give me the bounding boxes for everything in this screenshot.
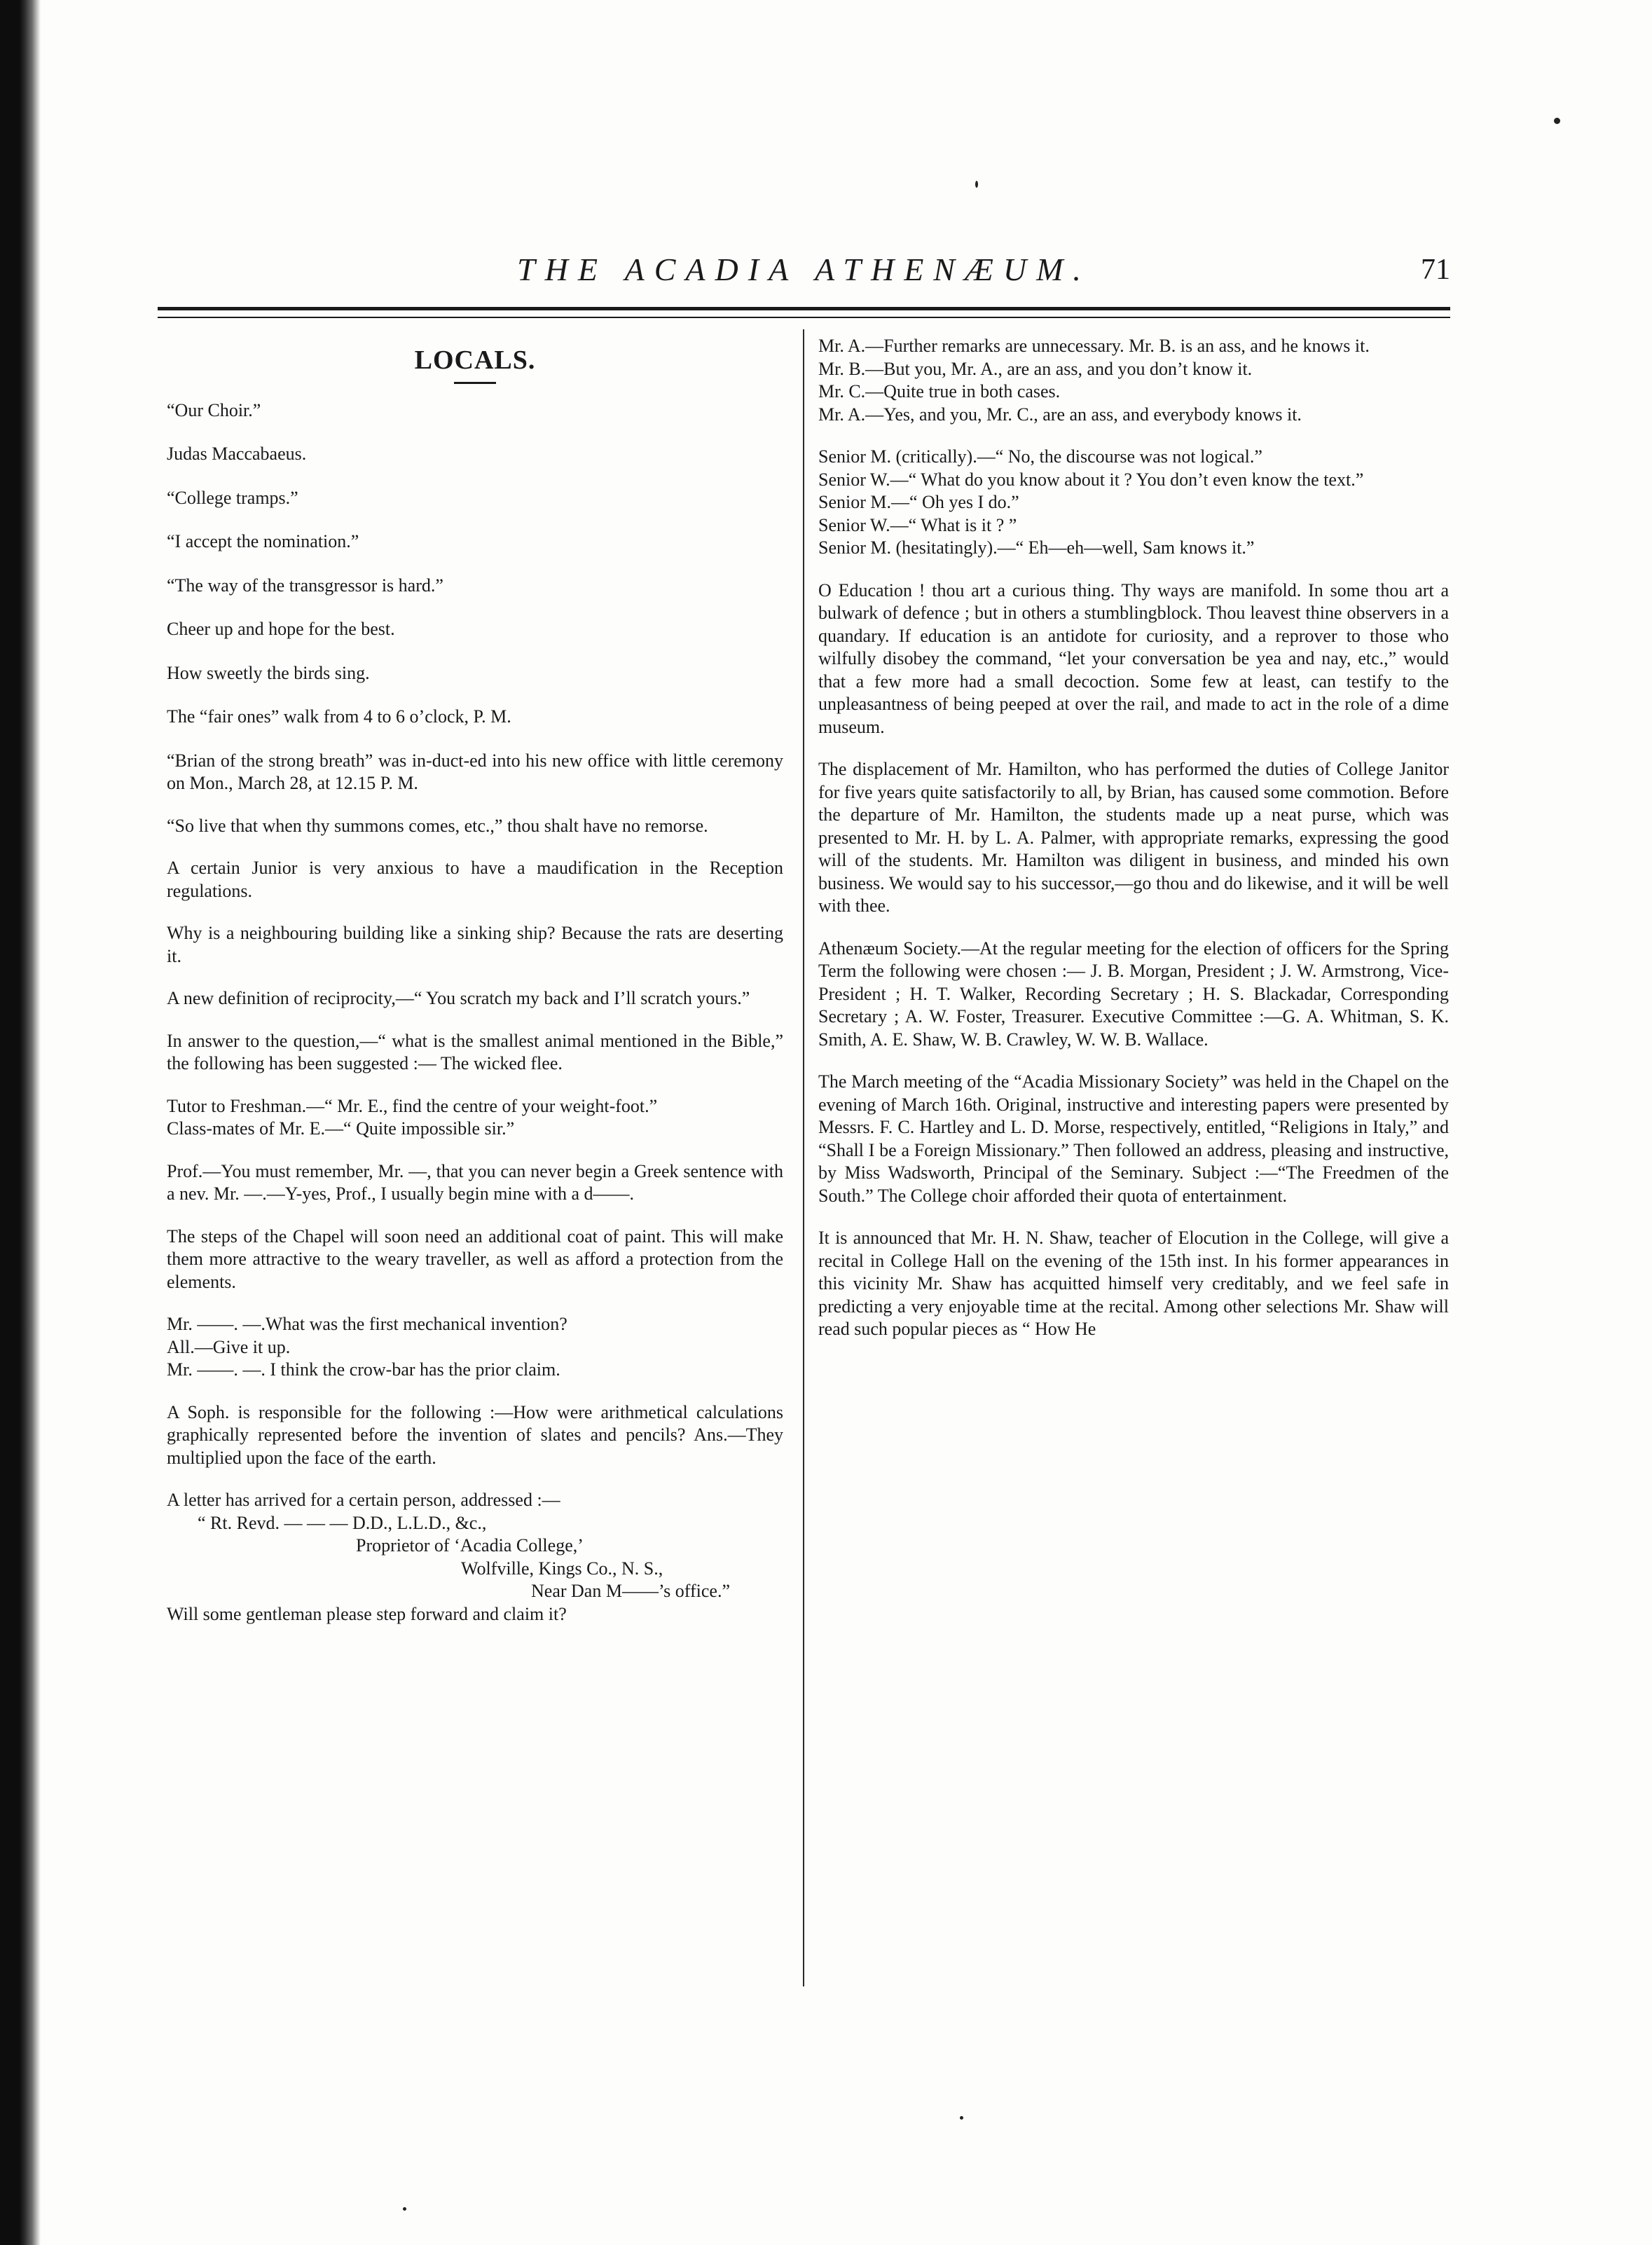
local-item: The “fair ones” walk from 4 to 6 o’clock, P. M. <box>167 706 511 727</box>
local-item: Cheer up and hope for the best. <box>167 619 395 639</box>
paragraph-athenaeum-society: Athenæum Society.—At the regular meeting for the election of officers for the Spring Term the following were chosen :— J. B. Morgan, President ; J. W. Armstrong, Vice-President ; H. T. Walker, Recording Secretary ; H. S. Blackadar, Corresponding Secretary ; A. W. Foster, Treasurer. Executive Committee :—G. A. Whitman, S. K. Smith, A. E. Shaw, W. B. Crawley, W. W. B. Wallace. <box>818 938 1449 1050</box>
paragraph-junior: A certain Junior is very anxious to have a maudification in the Reception regulations. <box>167 858 783 901</box>
paragraph-ass-a: Mr. A.—Further remarks are unnecessary. Mr. B. is an ass, and he knows it. <box>818 336 1370 356</box>
letter-address-line: Proprietor of ‘Acadia College,’ <box>356 1535 584 1556</box>
paragraph-missionary-society: The March meeting of the “Acadia Missionary Society” was held in the Chapel on the evening of March 16th. Original, instructive and interesting papers were presented by Messrs. F. C. Hartley and L. D. Morse, respectively, entitled, “Religions in Italy,” and “Shall I be a Foreign Missionary.” Then followed an address, pleasing and instructive, by Miss Wadsworth, Principal of the Seminary. Subject :—“The Freedmen of the South.” The College choir afforded their quota of entertainment. <box>818 1071 1449 1206</box>
right-column <box>818 335 1449 1341</box>
letter-address-line: Near Dan M——’s office.” <box>531 1581 730 1601</box>
paragraph-senior-w: Senior W.—“ What do you know about it ? You don’t even know the text.” <box>818 469 1364 490</box>
paragraph-education: O Education ! thou art a curious thing. Thy ways are manifold. In some thou art a bulwark of defence ; but in others a stumblingblock. Thou leavest thine observers in a quandary. If education is an antidote for curiosity, and a reprover to those who wilfully disobey the command, “let your conversation be yea and nay, etc.,” would that a few more had a small decoction. Some few at least, can testify to the unpleasantness of being peeped at over the rail, and made to act in the role of a dime museum. <box>818 579 1449 737</box>
page-number: 71 <box>1421 254 1450 286</box>
paragraph-chapel-steps: The steps of the Chapel will soon need an additional coat of paint. This will make them more attractive to the weary traveller, as well as afford a protection from the elements. <box>167 1226 783 1292</box>
running-header <box>158 245 1450 301</box>
paragraph-senior-w2: Senior W.—“ What is it ? ” <box>818 514 1017 535</box>
paragraph-invention-answer: Mr. ——. —. I think the crow-bar has the prior claim. <box>167 1359 560 1380</box>
paragraph-so-live: “So live that when thy summons comes, etc.,” thou shalt have no remorse. <box>167 815 708 836</box>
paragraph-ass-b: Mr. B.—But you, Mr. A., are an ass, and you don’t know it. <box>818 358 1253 379</box>
paragraph-smallest-animal: In answer to the question,—“ what is the smallest animal mentioned in the Bible,” the following has been suggested :— The wicked flee. <box>167 1030 783 1073</box>
local-item: How sweetly the birds sing. <box>167 662 370 683</box>
paragraph-senior-m: Senior M. (critically).—“ No, the discourse was not logical.” <box>818 446 1262 467</box>
local-item: “Our Choir.” <box>167 399 261 420</box>
print-speck <box>403 2207 406 2211</box>
column-divider <box>803 329 804 1986</box>
paragraph-tutor: Tutor to Freshman.—“ Mr. E., find the centre of your weight-foot.” <box>167 1095 658 1116</box>
paragraph-shaw-recital: It is announced that Mr. H. N. Shaw, teacher of Elocution in the College, will give a recital in College Hall on the evening of the 15th inst. In his former appearances in this vicinity Mr. Shaw has acquitted himself very creditably, and we feel safe in predicting a very enjoyable time at the recital. Among other selections Mr. Shaw will read such popular pieces as “ How He <box>818 1228 1449 1339</box>
paragraph-tutor-reply: Class-mates of Mr. E.—“ Quite impossible sir.” <box>167 1118 515 1139</box>
paragraph-invention-question: Mr. ——. —.What was the first mechanical invention? <box>167 1314 567 1334</box>
header-rule-thin <box>158 317 1450 318</box>
letter-address-line: “ Rt. Revd. — — — D.D., L.L.D., &c., <box>198 1512 487 1533</box>
paragraph-prof: Prof.—You must remember, Mr. —, that you can never begin a Greek sentence with a nev. Mr. —.—Y-yes, Prof., I usually begin mine with a d——. <box>167 1160 783 1204</box>
paragraph-invention-all: All.—Give it up. <box>167 1336 291 1357</box>
paragraph-senior-m3: Senior M. (hesitatingly).—“ Eh—eh—well, Sam knows it.” <box>818 537 1255 558</box>
print-speck <box>1554 118 1560 124</box>
binding-edge <box>0 0 41 2245</box>
print-speck <box>960 2116 963 2120</box>
paragraph-soph: A Soph. is responsible for the following :—How were arithmetical calculations graphically represented before the invention of slates and pencils? Ans.—They multiplied upon the face of the earth. <box>167 1401 783 1468</box>
local-item: “College tramps.” <box>167 487 298 508</box>
paragraph-senior-m2: Senior M.—“ Oh yes I do.” <box>818 492 1019 512</box>
paragraph-ass-a2: Mr. A.—Yes, and you, Mr. C., are an ass, and everybody knows it. <box>818 404 1302 425</box>
heading-rule <box>454 382 496 384</box>
print-speck <box>975 181 978 188</box>
local-item: Judas Maccabaeus. <box>167 444 307 464</box>
paragraph-reciprocity: A new definition of reciprocity,—“ You scratch my back and I’ll scratch yours.” <box>167 988 750 1008</box>
local-item: “The way of the transgressor is hard.” <box>167 575 443 596</box>
section-heading-locals: LOCALS. <box>414 345 536 375</box>
letter-address-line: Wolfville, Kings Co., N. S., <box>461 1558 663 1579</box>
paragraph-ass-c: Mr. C.—Quite true in both cases. <box>818 381 1061 401</box>
local-item: “I accept the nomination.” <box>167 531 359 551</box>
paragraph-hamilton: The displacement of Mr. Hamilton, who has performed the duties of College Janitor for five years quite satisfactorily to all, by Brian, has caused some commotion. Before the departure of Mr. Hamilton, the students made up a neat purse, which was presented to Mr. H. by L. A. Palmer, with appropriate remarks, expressing the good will of the students. Mr. Hamilton was diligent in business, and minded his own business. We would say to his successor,—go thou and do likewise, and it will be well with thee. <box>818 759 1449 916</box>
paragraph-letter-intro: A letter has arrived for a certain person, addressed :— <box>167 1490 560 1510</box>
left-column <box>167 335 783 1626</box>
paragraph-letter-close: Will some gentleman please step forward and claim it? <box>167 1603 567 1624</box>
paragraph-sinking-ship: Why is a neighbouring building like a sinking ship? Because the rats are deserting it. <box>167 923 783 966</box>
running-title: THE ACADIA ATHENÆUM. <box>517 252 1091 287</box>
header-rule-thick <box>158 307 1450 310</box>
paragraph-brian: “Brian of the strong breath” was in-duct-ed into his new office with little ceremony on Mon., March 28, at 12.15 P. M. <box>167 750 783 793</box>
